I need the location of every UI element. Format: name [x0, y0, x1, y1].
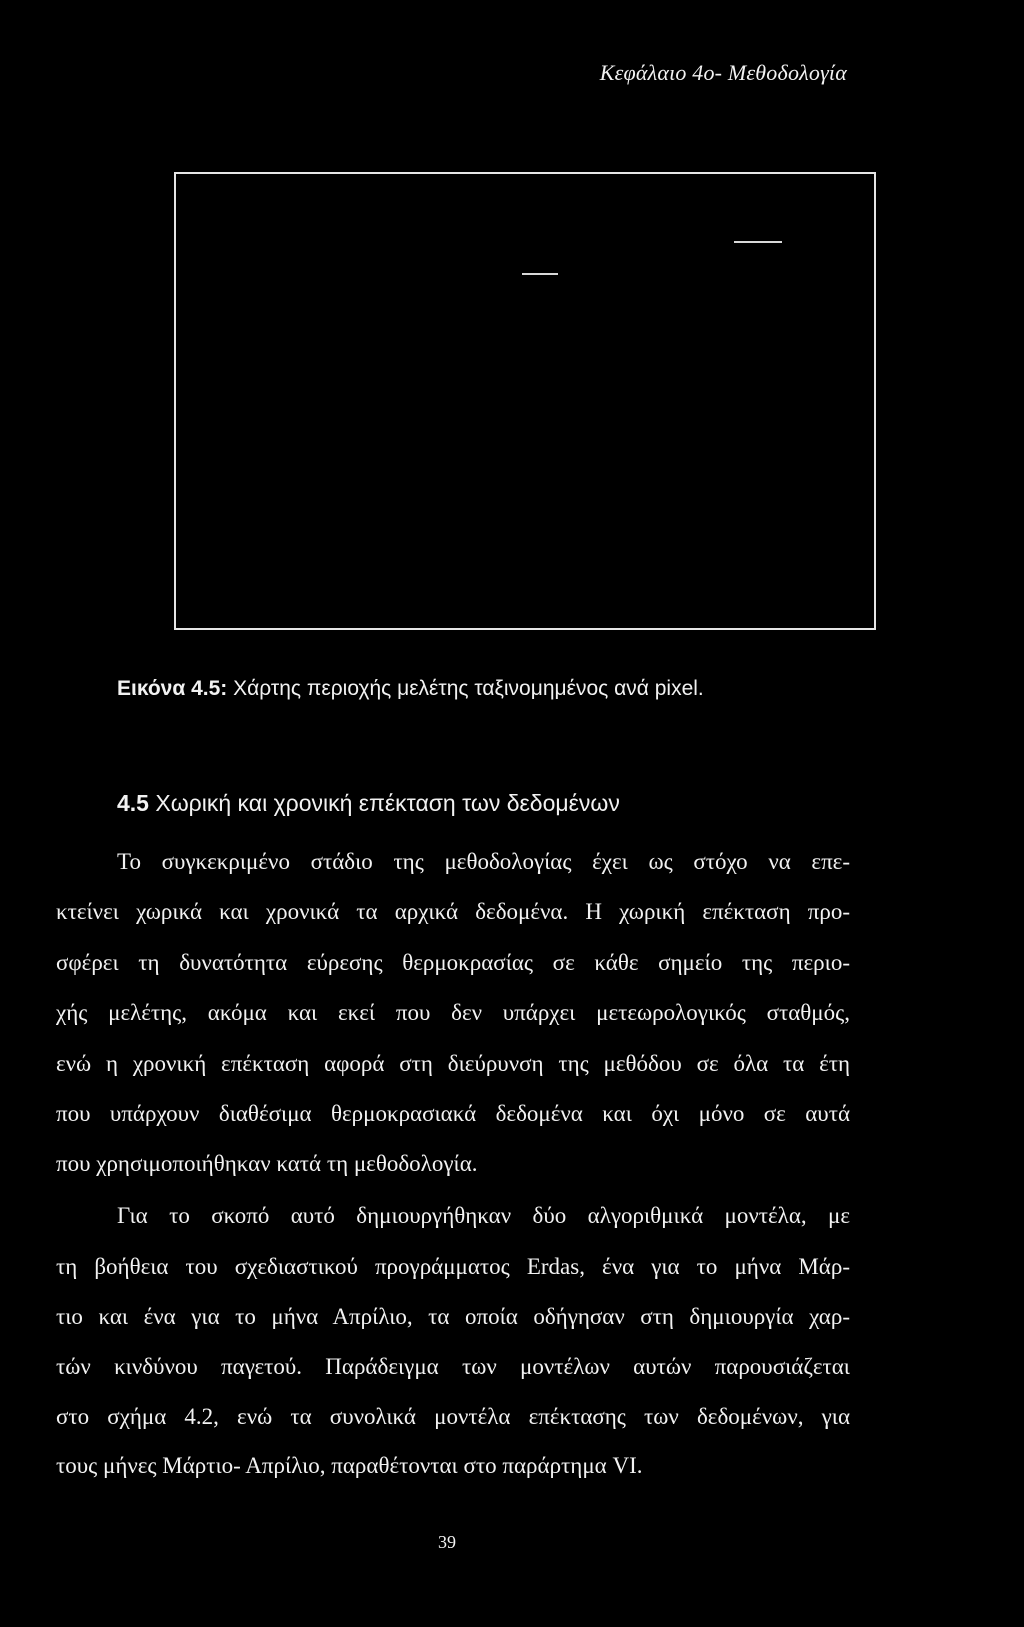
paragraph-line: χής μελέτης, ακόμα και εκεί που δεν υπάρχει μετεωρολογικός σταθμός,: [56, 1000, 850, 1025]
section-number: 4.5: [117, 790, 149, 816]
paragraph-line: κτείνει χωρικά και χρονικά τα αρχικά δεδομένα. Η χωρική επέκταση προ-: [56, 899, 850, 924]
section-heading: [117, 790, 620, 817]
paragraph-line: τη βοήθεια του σχεδιαστικού προγράμματος Erdas, ένα για το μήνα Μάρ-: [56, 1254, 850, 1279]
section-title: Χωρική και χρονική επέκταση των δεδομένων: [155, 790, 620, 816]
figure-caption: [117, 677, 704, 701]
paragraph-line: τιο και ένα για το μήνα Απρίλιο, τα οποία οδήγησαν στη δημιουργία χαρ-: [56, 1304, 850, 1329]
map-mark: [522, 273, 558, 275]
paragraph-line: που χρησιμοποιήθηκαν κατά τη μεθοδολογία.: [56, 1151, 478, 1176]
paragraph-line: σφέρει τη δυνατότητα εύρεσης θερμοκρασίας σε κάθε σημείο της περιο-: [56, 950, 850, 975]
page-number: 39: [438, 1532, 456, 1552]
figure-caption-text: Χάρτης περιοχής μελέτης ταξινομημένος ανά pixel.: [233, 677, 704, 700]
figure-caption-label: Εικόνα 4.5:: [117, 677, 228, 700]
paragraph-line: Το συγκεκριμένο στάδιο της μεθοδολογίας έχει ως στόχο να επε-: [117, 849, 850, 874]
paragraph-line: που υπάρχουν διαθέσιμα θερμοκρασιακά δεδομένα και όχι μόνο σε αυτά: [56, 1101, 850, 1126]
paragraph-line: τών κινδύνου παγετού. Παράδειγμα των μοντέλων αυτών παρουσιάζεται: [56, 1354, 850, 1379]
paragraph-line: Για το σκοπό αυτό δημιουργήθηκαν δύο αλγοριθμικά μοντέλα, με: [117, 1203, 850, 1228]
paragraph-line: στο σχήμα 4.2, ενώ τα συνολικά μοντέλα επέκτασης των δεδομένων, για: [56, 1404, 850, 1429]
running-header: Κεφάλαιο 4ο- Μεθοδολογία: [599, 60, 847, 85]
paragraph-line: ενώ η χρονική επέκταση αφορά στη διεύρυνση της μεθόδου σε όλα τα έτη: [56, 1051, 850, 1076]
paragraph-line: τους μήνες Μάρτιο- Απρίλιο, παραθέτονται στο παράρτημα VI.: [56, 1453, 643, 1478]
map-mark: [734, 241, 782, 243]
